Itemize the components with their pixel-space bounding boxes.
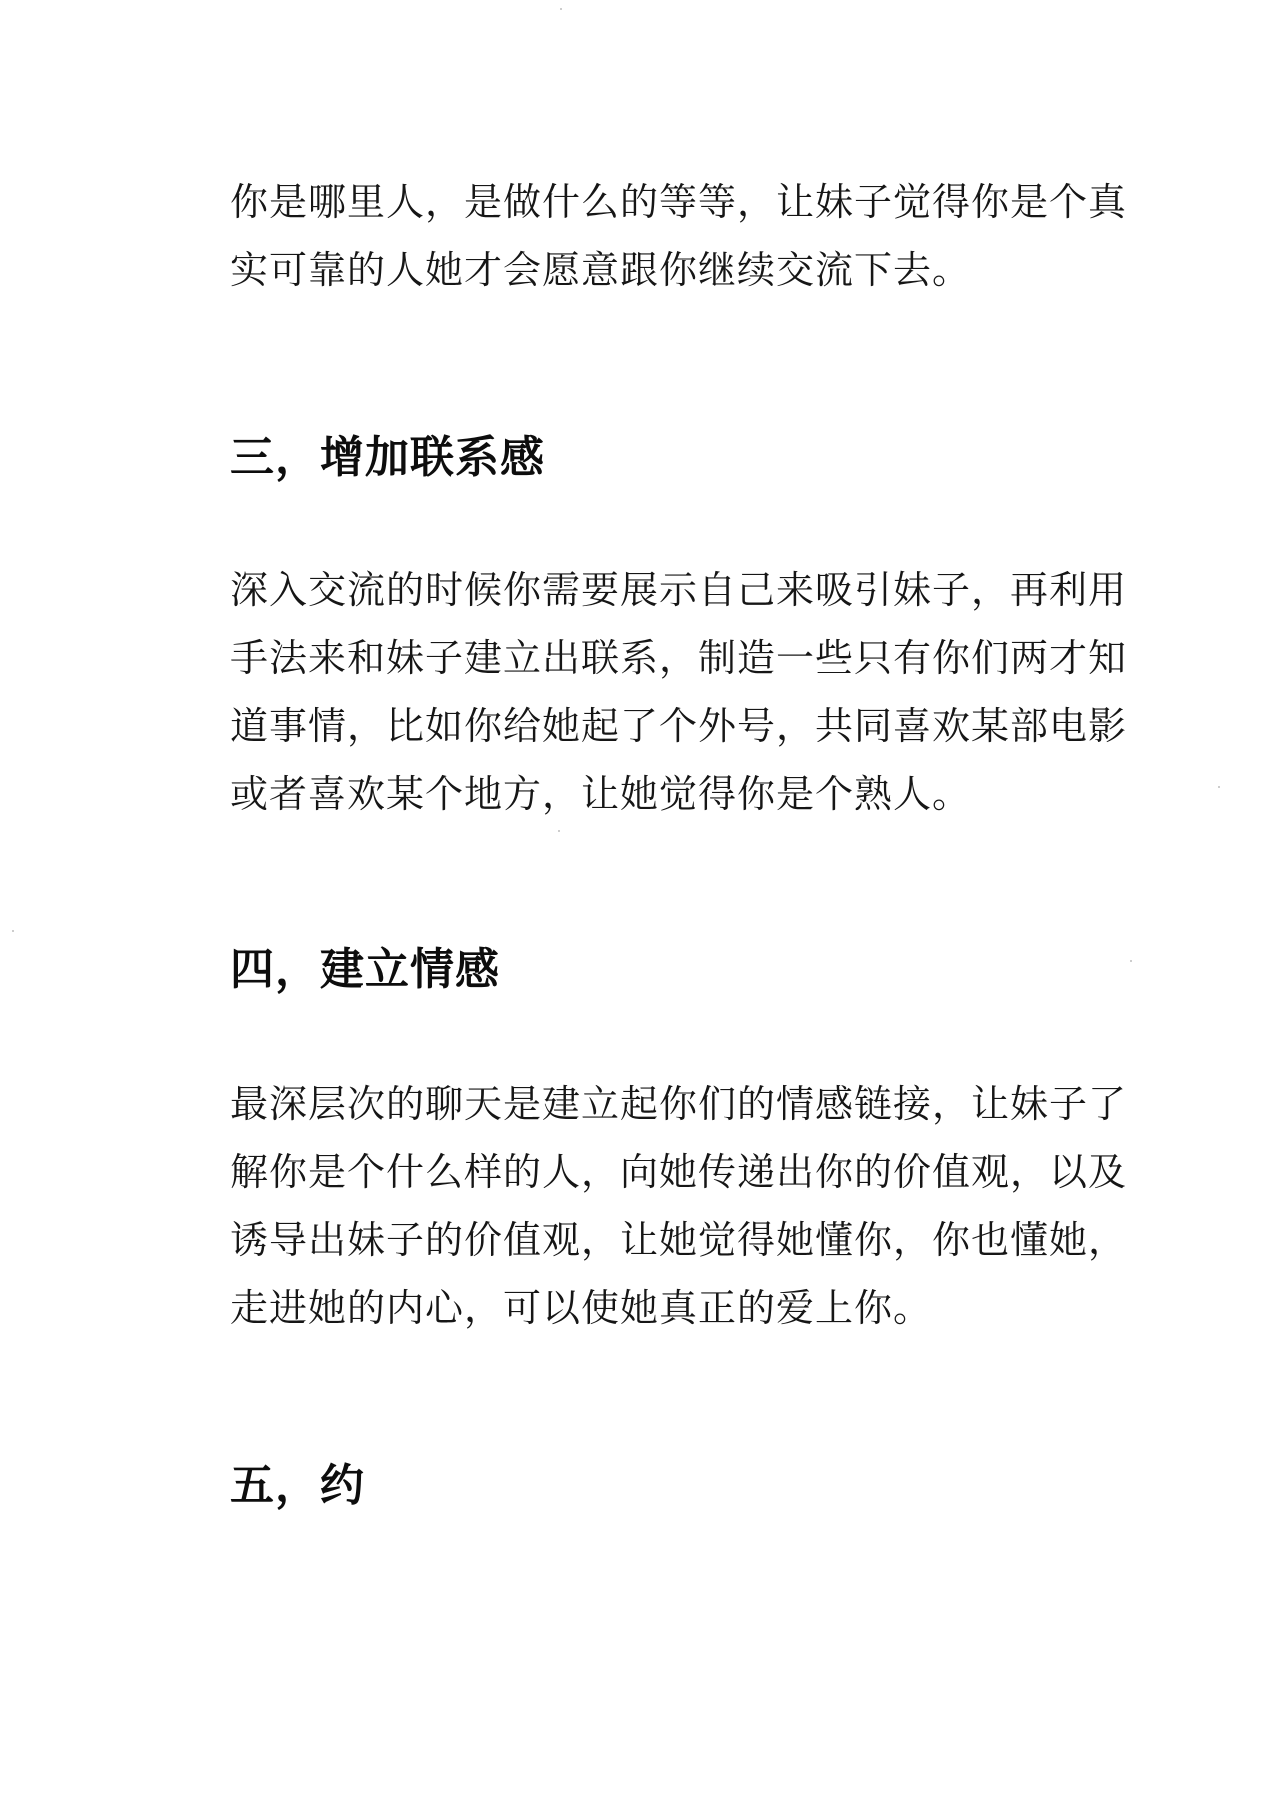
section-3-heading: 三，增加联系感 <box>230 432 545 483</box>
section-4-heading: 四，建立情感 <box>230 944 500 995</box>
section-4-heading-block <box>230 942 1090 998</box>
paragraph-line: 解你是个什么样的人，向她传递出你的价值观，以及 <box>230 1150 1128 1194</box>
paragraph-line: 走进她的内心，可以使她真正的爱上你。 <box>230 1286 933 1330</box>
paragraph-line: 最深层次的聊天是建立起你们的情感链接，让妹子了 <box>230 1082 1128 1126</box>
paragraph-line: 道事情，比如你给她起了个外号，共同喜欢某部电影 <box>230 704 1128 748</box>
paragraph-line: 手法来和妹子建立出联系，制造一些只有你们两才知 <box>230 636 1128 680</box>
intro-paragraph <box>230 168 1128 304</box>
scan-speck <box>560 8 562 10</box>
scan-speck <box>558 830 560 832</box>
section-4-paragraph <box>230 1070 1128 1342</box>
section-5-heading-block <box>230 1458 1090 1514</box>
paragraph-line: 你是哪里人，是做什么的等等，让妹子觉得你是个真 <box>230 180 1128 224</box>
section-3-heading-block <box>230 430 1090 486</box>
scan-speck <box>12 930 14 932</box>
scan-speck <box>1130 960 1132 962</box>
section-5-heading: 五，约 <box>230 1460 365 1511</box>
paragraph-line: 实可靠的人她才会愿意跟你继续交流下去。 <box>230 248 972 292</box>
paragraph-line: 或者喜欢某个地方，让她觉得你是个熟人。 <box>230 772 972 816</box>
paragraph-line: 诱导出妹子的价值观，让她觉得她懂你，你也懂她， <box>230 1218 1128 1262</box>
scan-speck <box>1218 786 1220 788</box>
section-3-paragraph <box>230 556 1128 828</box>
paragraph-line: 深入交流的时候你需要展示自己来吸引妹子，再利用 <box>230 568 1128 612</box>
